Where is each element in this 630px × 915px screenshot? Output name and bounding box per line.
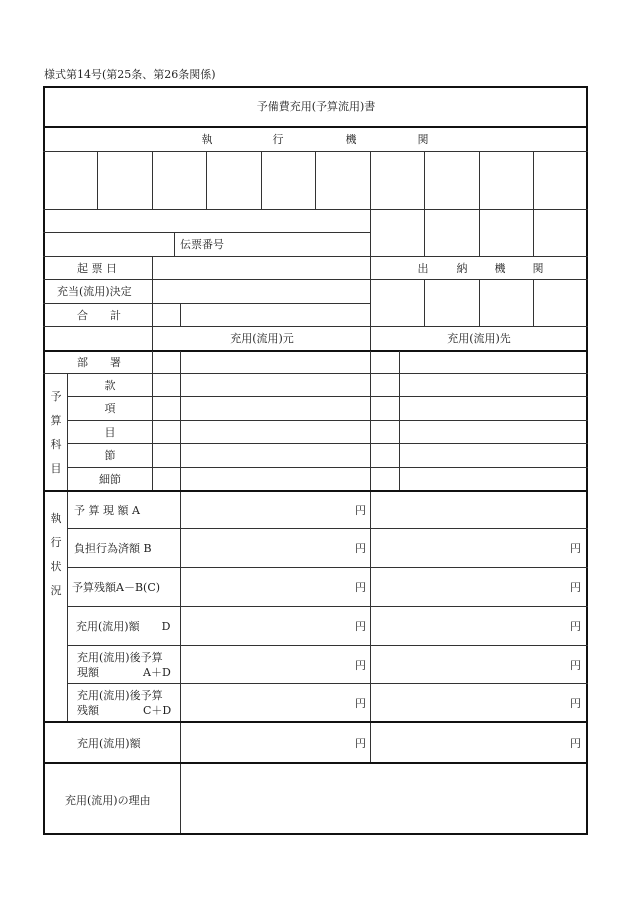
yen-c-dest: 円 — [570, 581, 581, 594]
execution-status-char-3: 状 — [50, 560, 62, 573]
execution-status-char-2: 行 — [50, 536, 62, 549]
kan-label: 款 — [104, 379, 116, 392]
voucher-number-label: 伝票番号 — [180, 238, 224, 251]
post-remain-label-line1: 充用(流用)後予算 — [77, 689, 163, 702]
kou-label: 項 — [104, 402, 116, 415]
yen-a-source: 円 — [355, 504, 366, 517]
post-remain-label-line2: 残額 C＋D — [77, 704, 172, 717]
yen-total-source: 円 — [355, 737, 366, 750]
yen-cd-dest: 円 — [570, 697, 581, 710]
yen-c-source: 円 — [355, 581, 366, 594]
saisetsu-label: 細節 — [99, 473, 121, 486]
committed-amount-label: 負担行為済額 B — [74, 542, 152, 555]
form-reference: 様式第14号(第25条、第26条関係) — [44, 68, 216, 81]
yen-b-source: 円 — [355, 542, 366, 555]
execution-status-char-4: 況 — [50, 584, 62, 597]
border-top — [43, 86, 588, 88]
disburse-char-1: 出 — [417, 262, 429, 275]
agency-char-2: 行 — [272, 133, 284, 146]
destination-label: 充用(流用)先 — [447, 332, 511, 345]
source-label: 充用(流用)元 — [230, 332, 294, 345]
border-bottom — [43, 833, 588, 835]
yen-d-dest: 円 — [570, 620, 581, 633]
yen-total-dest: 円 — [570, 737, 581, 750]
agency-char-3: 機 — [345, 133, 357, 146]
yen-cd-source: 円 — [355, 697, 366, 710]
budget-subject-char-3: 科 — [50, 438, 62, 451]
post-current-label-line1: 充用(流用)後予算 — [77, 651, 163, 664]
transfer-amount-d-label: 充用(流用)額 D — [76, 620, 171, 633]
agency-char-4: 関 — [417, 133, 429, 146]
yen-d-source: 円 — [355, 620, 366, 633]
disburse-char-4: 関 — [532, 262, 544, 275]
remaining-budget-label: 予算残額A－B(C) — [72, 581, 161, 594]
post-current-label-line2: 現額 A＋D — [77, 666, 171, 679]
setsu-label: 節 — [104, 449, 116, 462]
yen-b-dest: 円 — [570, 542, 581, 555]
yen-ad-dest: 円 — [570, 659, 581, 672]
moku-label: 目 — [104, 426, 116, 439]
start-date-label: 起 票 日 — [77, 262, 117, 275]
disburse-char-3: 機 — [494, 262, 506, 275]
agency-char-1: 執 — [201, 133, 213, 146]
execution-status-char-1: 執 — [50, 512, 62, 525]
reason-label: 充用(流用)の理由 — [65, 794, 151, 807]
form-title: 予備費充用(予算流用)書 — [256, 100, 376, 113]
yen-ad-source: 円 — [355, 659, 366, 672]
total-label: 合 計 — [77, 309, 121, 322]
budget-subject-char-2: 算 — [50, 414, 62, 427]
decision-label: 充当(流用)決定 — [57, 285, 132, 298]
budget-subject-char-1: 予 — [50, 390, 62, 403]
transfer-amount-label: 充用(流用)額 — [77, 737, 141, 750]
budget-subject-char-4: 目 — [50, 462, 62, 475]
disburse-char-2: 納 — [456, 262, 468, 275]
current-budget-label: 予 算 現 額 A — [74, 504, 140, 517]
department-label: 部 署 — [77, 356, 121, 369]
